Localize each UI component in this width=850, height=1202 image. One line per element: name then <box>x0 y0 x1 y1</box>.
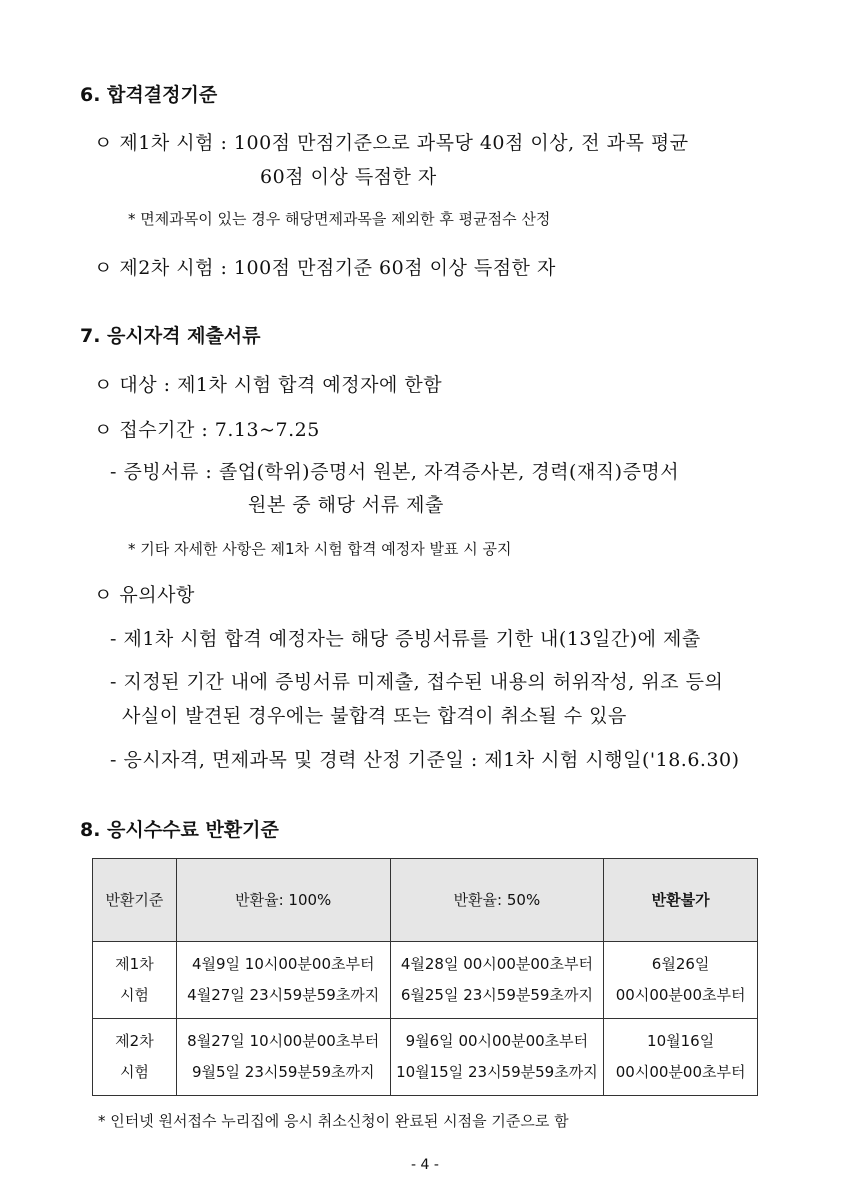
section6-item1-line2: 60점 이상 득점한 자 <box>260 166 437 188</box>
cell-line: 시험 <box>119 1063 149 1081</box>
section6-note: * 면제과목이 있는 경우 해당면제과목을 제외한 후 평균점수 산정 <box>128 210 551 228</box>
cell-line: 6월25일 23시59분59초까지 <box>400 986 593 1004</box>
table-row <box>93 942 758 1019</box>
table-cell-exam <box>93 1019 177 1096</box>
cell-line: 4월28일 00시00분00초부터 <box>400 955 593 973</box>
table-cell-refund-100 <box>176 942 390 1019</box>
table-header-cell: 반환율: 100% <box>176 859 390 942</box>
section7-caution1: - 제1차 시험 합격 예정자는 해당 증빙서류를 기한 내(13일간)에 제출 <box>110 628 701 650</box>
section6-item1-text: 100점 만점기준으로 과목당 40점 이상, 전 과목 평균 <box>233 132 689 154</box>
cell-line: 9월6일 00시00분00초부터 <box>405 1032 589 1050</box>
table-cell-refund-50 <box>390 942 604 1019</box>
section6-item1-line1 <box>94 128 689 155</box>
section7-caution-title: ㅇ 유의사항 <box>94 584 195 606</box>
cell-line: 00시00분00초부터 <box>615 986 746 1004</box>
section7-note: * 기타 자세한 사항은 제1차 시험 합격 예정자 발표 시 공지 <box>128 540 512 558</box>
section6-heading: 6. 합격결정기준 <box>80 84 218 106</box>
cell-line: 시험 <box>119 986 149 1004</box>
table-header-cell: 반환율: 50% <box>390 859 604 942</box>
page-number: - 4 - <box>411 1157 439 1173</box>
section8-note: * 인터넷 원서접수 누리집에 응시 취소신청이 완료된 시점을 기준으로 함 <box>98 1112 569 1130</box>
cell-line: 제2차 <box>115 1032 154 1050</box>
cell-line: 제1차 <box>115 955 154 973</box>
section6-item1-label: ㅇ 제1차 시험 : <box>94 132 234 154</box>
section7-docs-line2: 원본 중 해당 서류 제출 <box>248 494 444 516</box>
refund-table <box>92 858 758 1096</box>
table-header-cell: 반환불가 <box>604 859 758 942</box>
cell-line: 4월27일 23시59분59초까지 <box>187 986 380 1004</box>
table-cell-no-refund <box>604 1019 758 1096</box>
cell-line: 00시00분00초부터 <box>615 1063 746 1081</box>
cell-line: 9월5일 23시59분59초까지 <box>191 1063 375 1081</box>
table-header-row <box>93 859 758 942</box>
section7-caution3: - 응시자격, 면제과목 및 경력 산정 기준일 : 제1차 시험 시행일('18.6.30) <box>110 749 740 771</box>
section7-target: ㅇ 대상 : 제1차 시험 합격 예정자에 한함 <box>94 374 443 396</box>
cell-line: 4월9일 10시00분00초부터 <box>191 955 375 973</box>
table-row <box>93 1019 758 1096</box>
cell-line: 10월16일 <box>647 1032 715 1050</box>
table-cell-refund-100 <box>176 1019 390 1096</box>
section7-caution2-line2: 사실이 발견된 경우에는 불합격 또는 합격이 취소될 수 있음 <box>122 705 627 727</box>
cell-line: 10월15일 23시59분59초까지 <box>396 1063 598 1081</box>
table-cell-refund-50 <box>390 1019 604 1096</box>
cell-line: 8월27일 10시00분00초부터 <box>187 1032 380 1050</box>
table-header-cell: 반환기준 <box>93 859 177 942</box>
table-cell-no-refund <box>604 942 758 1019</box>
section8-heading: 8. 응시수수료 반환기준 <box>80 819 279 841</box>
section7-heading: 7. 응시자격 제출서류 <box>80 325 261 347</box>
table-cell-exam <box>93 942 177 1019</box>
section6-item2: ㅇ 제2차 시험 : 100점 만점기준 60점 이상 득점한 자 <box>94 257 556 279</box>
section7-period: ㅇ 접수기간 : 7.13~7.25 <box>94 419 320 441</box>
section7-caution2-line1: - 지정된 기간 내에 증빙서류 미제출, 접수된 내용의 허위작성, 위조 등의 <box>110 671 724 693</box>
section7-docs-line1: - 증빙서류 : 졸업(학위)증명서 원본, 자격증사본, 경력(재직)증명서 <box>110 461 680 483</box>
cell-line: 6월26일 <box>651 955 710 973</box>
